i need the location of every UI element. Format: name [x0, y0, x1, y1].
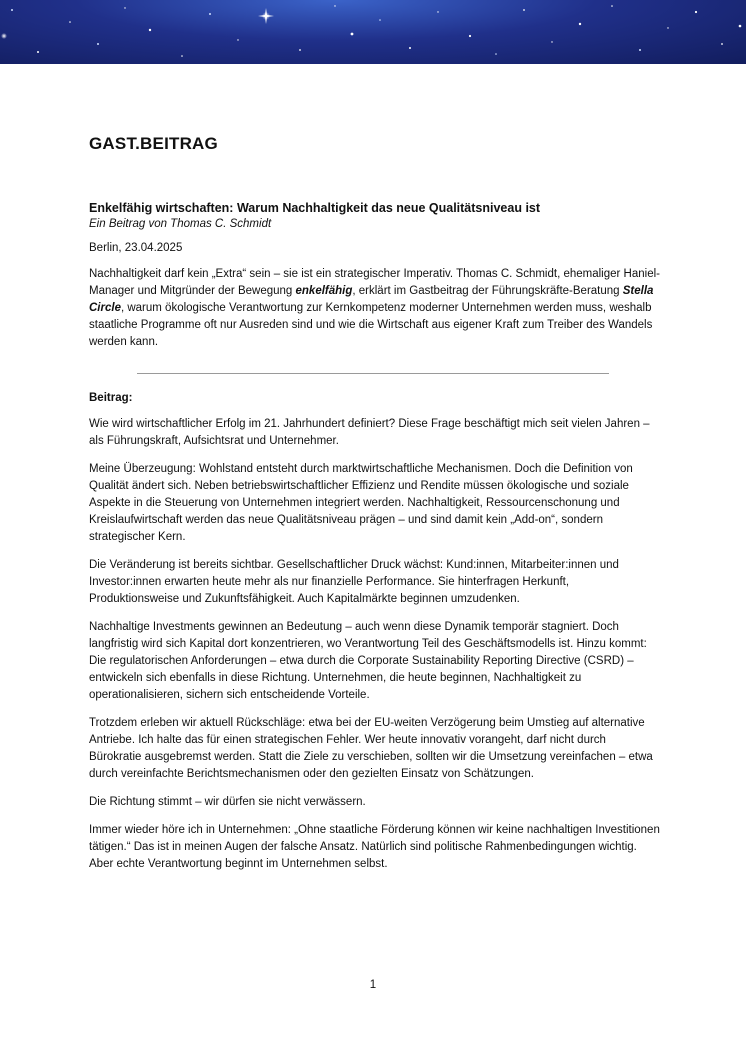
body-paragraph: Die Richtung stimmt – wir dürfen sie nicht verwässern. — [89, 796, 366, 808]
lead-text: Nachhaltigkeit darf kein „Extra“ sein – sie ist ein strategischer Imperativ. Thomas C. Schmidt, ehemaliger Haniel-Manager und Mitgründer der Bewegung — [89, 268, 660, 297]
lead-text: , warum ökologische Verantwortung zur Kernkompetenz moderner Unternehmen werden muss, weshalb staatliche Programme oft nur Ausreden sind und wie die Wirtschaft aus eigener Kraft zum Treiber des Wandels werden kann. — [89, 302, 653, 348]
body-paragraph: Nachhaltige Investments gewinnen an Bedeutung – auch wenn diese Dynamik temporär stagniert. Doch langfristig wird sich Kapital dort konzentrieren, wo Verantwortung Teil des Geschäftsmodells ist. Hinzu kommt: Die regulatorischen Anforderungen – etwa durch die Corporate Sustainability Reporting Directive (CSRD) – entwickeln sich ebenfalls in diese Richtung. Unternehmen, die heute beginnen, Nachhaltigkeit zu operationalisieren, sichern sich entscheidende Vorteile. — [89, 621, 647, 701]
body-paragraph: Wie wird wirtschaftlicher Erfolg im 21. Jahrhundert definiert? Diese Frage beschäftigt mich seit vielen Jahren – als Führungskraft, Aufsichtsrat und Unternehmer. — [89, 418, 650, 447]
page-number: 1 — [369, 979, 377, 991]
article-byline: Ein Beitrag von Thomas C. Schmidt — [89, 218, 272, 230]
section-label: Beitrag: — [89, 392, 133, 404]
article-lead — [89, 266, 661, 351]
body-paragraph: Meine Überzeugung: Wohlstand entsteht durch marktwirtschaftliche Mechanismen. Doch die Definition von Qualität ändert sich. Neben betriebswirtschaftlicher Effizienz und Rendite müssen ökologische und soziale Aspekte in die Steuerung von Unternehmen integriert werden. Nachhaltigkeit, Ressourcenschonung und Kreislaufwirtschaft werden das neue Qualitätsniveau prägen – und sind damit kein „Add-on“, sondern strategischer Kern. — [89, 463, 633, 543]
article — [89, 134, 661, 873]
lead-emphasis-stella-circle: Stella Circle — [89, 285, 654, 314]
section-title: GAST.BEITRAG — [89, 134, 218, 153]
article-headline: Enkelfähig wirtschaften: Warum Nachhaltigkeit das neue Qualitätsniveau ist — [89, 201, 541, 215]
lead-text: , erklärt im Gastbeitrag der Führungskräfte-Beratung — [352, 285, 623, 297]
body-paragraph: Immer wieder höre ich in Unternehmen: „Ohne staatliche Förderung können wir keine nachhaltigen Investitionen tätigen.“ Das ist in meinen Augen der falsche Ansatz. Natürlich sind politische Rahmenbedingungen wichtig. Aber echte Verantwortung beginnt im Unternehmen selbst. — [89, 824, 660, 870]
divider — [137, 373, 609, 374]
body-paragraph: Die Veränderung ist bereits sichtbar. Gesellschaftlicher Druck wächst: Kund:innen, Mitarbeiter:innen und Investor:innen erwarten heute mehr als nur finanzielle Performance. Sie hinterfragen Herkunft, Produktionsweise und Zukunftsfähigkeit. Auch Kapitalmärkte beginnen umzudenken. — [89, 559, 619, 605]
header-banner — [0, 0, 746, 64]
article-dateline: Berlin, 23.04.2025 — [89, 242, 183, 254]
body-paragraph: Trotzdem erleben wir aktuell Rückschläge: etwa bei der EU-weiten Verzögerung beim Umstieg auf alternative Antriebe. Ich halte das für einen strategischen Fehler. Wer heute innovativ vorangeht, darf nicht durch Bürokratie ausgebremst werden. Statt die Ziele zu verschieben, sollten wir die Umsetzung vereinfachen – etwa durch vereinfachte Berichtsmechanismen oder den gezielten Einsatz von Schätzungen. — [89, 717, 653, 780]
lead-emphasis-enkelfaehig: enkelfähig — [295, 285, 353, 297]
starfield-graphic — [0, 0, 746, 64]
